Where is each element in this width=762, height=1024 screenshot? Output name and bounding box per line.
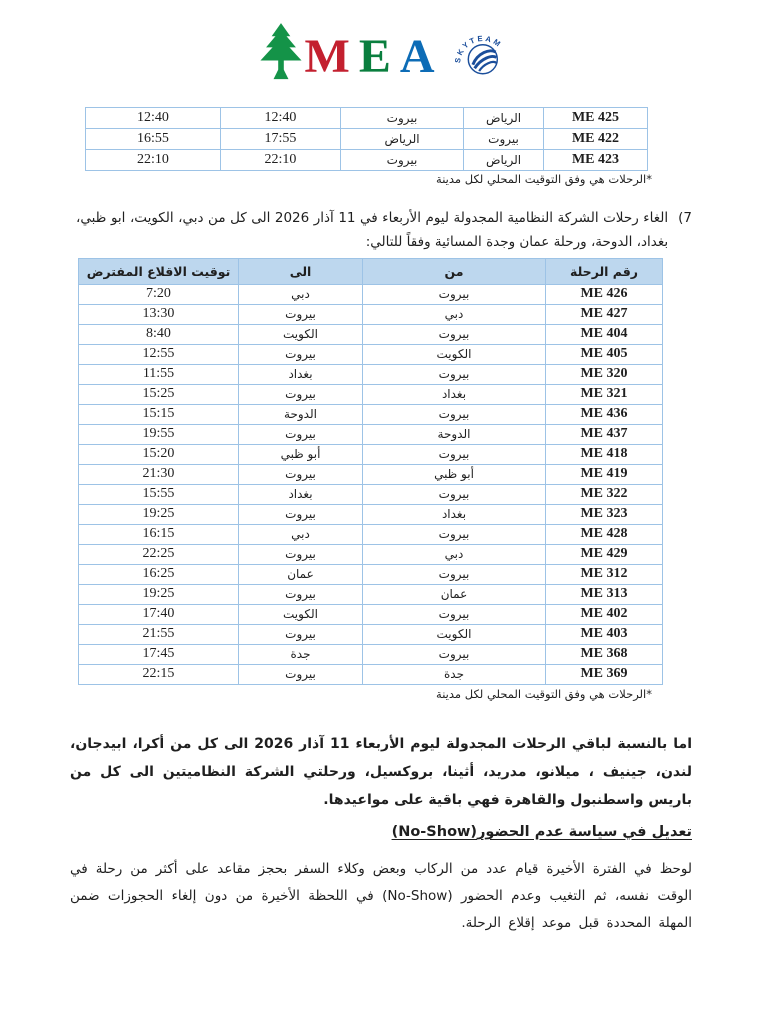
cell-from: بغداد bbox=[363, 385, 546, 405]
table-row bbox=[86, 129, 648, 150]
cell-flight: ME 419 bbox=[546, 465, 663, 485]
cell-from: دبي bbox=[363, 545, 546, 565]
cell-time: 22:25 bbox=[79, 545, 239, 565]
cell-from: بيروت bbox=[363, 645, 546, 665]
cancelled-flights-table bbox=[78, 258, 663, 685]
cell-to: الكويت bbox=[239, 325, 363, 345]
table-row bbox=[79, 505, 663, 525]
table-row bbox=[79, 645, 663, 665]
cell-from: الرياض bbox=[464, 150, 544, 171]
table-row bbox=[79, 525, 663, 545]
table-row bbox=[79, 325, 663, 345]
cell-flight: ME 404 bbox=[546, 325, 663, 345]
table-row bbox=[79, 345, 663, 365]
cell-flight: ME 320 bbox=[546, 365, 663, 385]
cell-flight: ME 312 bbox=[546, 565, 663, 585]
cell-time_actual: 12:40 bbox=[86, 108, 221, 129]
table-row bbox=[79, 565, 663, 585]
cell-flight: ME 403 bbox=[546, 625, 663, 645]
cell-to: بيروت bbox=[239, 465, 363, 485]
cell-to: بيروت bbox=[239, 345, 363, 365]
cell-time: 15:25 bbox=[79, 385, 239, 405]
cell-to: الكويت bbox=[239, 605, 363, 625]
table-row bbox=[86, 150, 648, 171]
table-row bbox=[79, 405, 663, 425]
cell-time: 19:25 bbox=[79, 505, 239, 525]
cell-to: بيروت bbox=[239, 665, 363, 685]
cancellation-notice-paragraph bbox=[76, 206, 692, 254]
cell-time: 11:55 bbox=[79, 365, 239, 385]
table-row bbox=[79, 365, 663, 385]
riyadh-flights-body bbox=[86, 108, 648, 171]
cell-flight: ME 405 bbox=[546, 345, 663, 365]
table-row bbox=[79, 665, 663, 685]
cell-from: بيروت bbox=[363, 485, 546, 505]
cell-flight: ME 427 bbox=[546, 305, 663, 325]
cell-flight: ME 423 bbox=[544, 150, 648, 171]
cell-to: عمان bbox=[239, 565, 363, 585]
cell-flight: ME 368 bbox=[546, 645, 663, 665]
header-from: من bbox=[363, 259, 546, 285]
cell-to: جدة bbox=[239, 645, 363, 665]
cell-to: بيروت bbox=[341, 150, 464, 171]
table-row bbox=[79, 465, 663, 485]
cell-to: بغداد bbox=[239, 485, 363, 505]
cell-from: بيروت bbox=[363, 285, 546, 305]
cell-to: بيروت bbox=[239, 505, 363, 525]
riyadh-flights-table bbox=[85, 107, 648, 171]
cell-flight: ME 402 bbox=[546, 605, 663, 625]
cell-to: بغداد bbox=[239, 365, 363, 385]
cell-from: دبي bbox=[363, 305, 546, 325]
cell-time: 12:55 bbox=[79, 345, 239, 365]
cell-to: بيروت bbox=[239, 425, 363, 445]
table-row bbox=[79, 285, 663, 305]
table-row bbox=[79, 625, 663, 645]
cell-from: بيروت bbox=[363, 405, 546, 425]
table-row bbox=[79, 425, 663, 445]
remaining-flights-paragraph: اما بالنسبة لباقي الرحلات المجدولة ليوم الأربعاء 11 آذار 2026 الى كل من أكرا، ابيدجان، لندن، جينيف ، ميلانو، مدريد، أثينا، بروكسيل، ورحلتي الشركة النظاميتين الى كل من باريس واسطنبول والقاهرة فهي باقية على مواعيدها. bbox=[70, 736, 693, 808]
cell-to: دبي bbox=[239, 525, 363, 545]
cell-from: جدة bbox=[363, 665, 546, 685]
table-row bbox=[86, 108, 648, 129]
cell-to: بيروت bbox=[239, 625, 363, 645]
cell-time: 17:40 bbox=[79, 605, 239, 625]
top-table-footnote: *الرحلات هي وفق التوقيت المحلي لكل مدينة bbox=[436, 172, 652, 186]
cell-from: الرياض bbox=[464, 108, 544, 129]
cancellation-notice-text: الغاء رحلات الشركة النظامية المجدولة ليوم الأربعاء في 11 آذار 2026 الى كل من دبي، الكويت، ابو ظبي، بغداد، الدوحة، ورحلة عمان وجدة المسائية وفقاً للتالي: bbox=[76, 210, 669, 250]
cell-to: الدوحة bbox=[239, 405, 363, 425]
cancelled-flights-body bbox=[79, 285, 663, 685]
table-row bbox=[79, 605, 663, 625]
skyteam-logo-icon bbox=[452, 23, 510, 81]
cell-from: بيروت bbox=[363, 365, 546, 385]
noshow-policy-heading: تعديل في سياسة عدم الحضور‎(No-Show)‎ bbox=[391, 824, 692, 840]
cell-from: الدوحة bbox=[363, 425, 546, 445]
mea-letter-m: M bbox=[304, 30, 359, 83]
cell-time: 15:55 bbox=[79, 485, 239, 505]
cell-flight: ME 426 bbox=[546, 285, 663, 305]
cell-from: بيروت bbox=[363, 565, 546, 585]
cell-time: 22:15 bbox=[79, 665, 239, 685]
cell-flight: ME 428 bbox=[546, 525, 663, 545]
cell-from: أبو ظبي bbox=[363, 465, 546, 485]
cell-flight: ME 323 bbox=[546, 505, 663, 525]
cell-time: 8:40 bbox=[79, 325, 239, 345]
cell-flight: ME 313 bbox=[546, 585, 663, 605]
cell-to: بيروت bbox=[239, 385, 363, 405]
cell-time_actual: 16:55 bbox=[86, 129, 221, 150]
cell-from: بيروت bbox=[363, 325, 546, 345]
cell-from: بيروت bbox=[464, 129, 544, 150]
cedar-tree-icon bbox=[253, 22, 309, 84]
cell-time: 21:55 bbox=[79, 625, 239, 645]
cell-from: بيروت bbox=[363, 525, 546, 545]
svg-text:SKYTEAM: SKYTEAM bbox=[452, 33, 504, 64]
header-flight-number: رقم الرحلة bbox=[546, 259, 663, 285]
main-table-footnote: *الرحلات هي وفق التوقيت المحلي لكل مدينة bbox=[436, 687, 652, 701]
cell-from: الكويت bbox=[363, 625, 546, 645]
cell-flight: ME 322 bbox=[546, 485, 663, 505]
cell-flight: ME 369 bbox=[546, 665, 663, 685]
table-row bbox=[79, 445, 663, 465]
mea-letter-e: E bbox=[358, 30, 400, 83]
header-to: الى bbox=[239, 259, 363, 285]
cell-time: 7:20 bbox=[79, 285, 239, 305]
cell-time: 13:30 bbox=[79, 305, 239, 325]
cell-to: الرياض bbox=[341, 129, 464, 150]
table-row bbox=[79, 545, 663, 565]
cell-from: الكويت bbox=[363, 345, 546, 365]
cell-from: بيروت bbox=[363, 445, 546, 465]
cell-time: 21:30 bbox=[79, 465, 239, 485]
cell-from: عمان bbox=[363, 585, 546, 605]
cell-flight: ME 418 bbox=[546, 445, 663, 465]
cell-flight: ME 425 bbox=[544, 108, 648, 129]
mea-wordmark bbox=[305, 27, 444, 81]
cell-time_scheduled: 12:40 bbox=[221, 108, 341, 129]
list-number: 7) bbox=[678, 210, 692, 226]
cell-time_scheduled: 17:55 bbox=[221, 129, 341, 150]
cell-flight: ME 429 bbox=[546, 545, 663, 565]
cell-time: 19:55 bbox=[79, 425, 239, 445]
mea-logo bbox=[0, 24, 762, 84]
cell-time: 19:25 bbox=[79, 585, 239, 605]
cell-from: بيروت bbox=[363, 605, 546, 625]
mea-letter-a: A bbox=[399, 30, 444, 83]
cell-time: 15:15 bbox=[79, 405, 239, 425]
table-row bbox=[79, 485, 663, 505]
cell-flight: ME 436 bbox=[546, 405, 663, 425]
cell-flight: ME 437 bbox=[546, 425, 663, 445]
cell-time: 16:25 bbox=[79, 565, 239, 585]
cell-time: 15:20 bbox=[79, 445, 239, 465]
table-header-row bbox=[79, 259, 663, 285]
cell-time_scheduled: 22:10 bbox=[221, 150, 341, 171]
cell-to: بيروت bbox=[239, 585, 363, 605]
cell-to: بيروت bbox=[239, 305, 363, 325]
cell-flight: ME 321 bbox=[546, 385, 663, 405]
cell-time: 16:15 bbox=[79, 525, 239, 545]
table-row bbox=[79, 585, 663, 605]
table-row bbox=[79, 305, 663, 325]
cell-to: أبو ظبي bbox=[239, 445, 363, 465]
cell-to: بيروت bbox=[341, 108, 464, 129]
cell-time_actual: 22:10 bbox=[86, 150, 221, 171]
cell-time: 17:45 bbox=[79, 645, 239, 665]
noshow-policy-paragraph: لوحظ في الفترة الأخيرة قيام عدد من الركاب وبعض وكلاء السفر بحجز مقاعد على أكثر من رحلة في الوقت نفسه، ثم التغيب وعدم الحضور ‎(No-Show)‎ في اللحظة الأخيرة من دون إلغاء الحجوزات ضمن المهلة المحددة قبل موعد إقلاع الرحلة. bbox=[70, 861, 693, 931]
cell-from: بغداد bbox=[363, 505, 546, 525]
cell-to: بيروت bbox=[239, 545, 363, 565]
table-row bbox=[79, 385, 663, 405]
header-departure-time: توقيت الاقلاع المفترض bbox=[79, 259, 239, 285]
cell-flight: ME 422 bbox=[544, 129, 648, 150]
cell-to: دبي bbox=[239, 285, 363, 305]
